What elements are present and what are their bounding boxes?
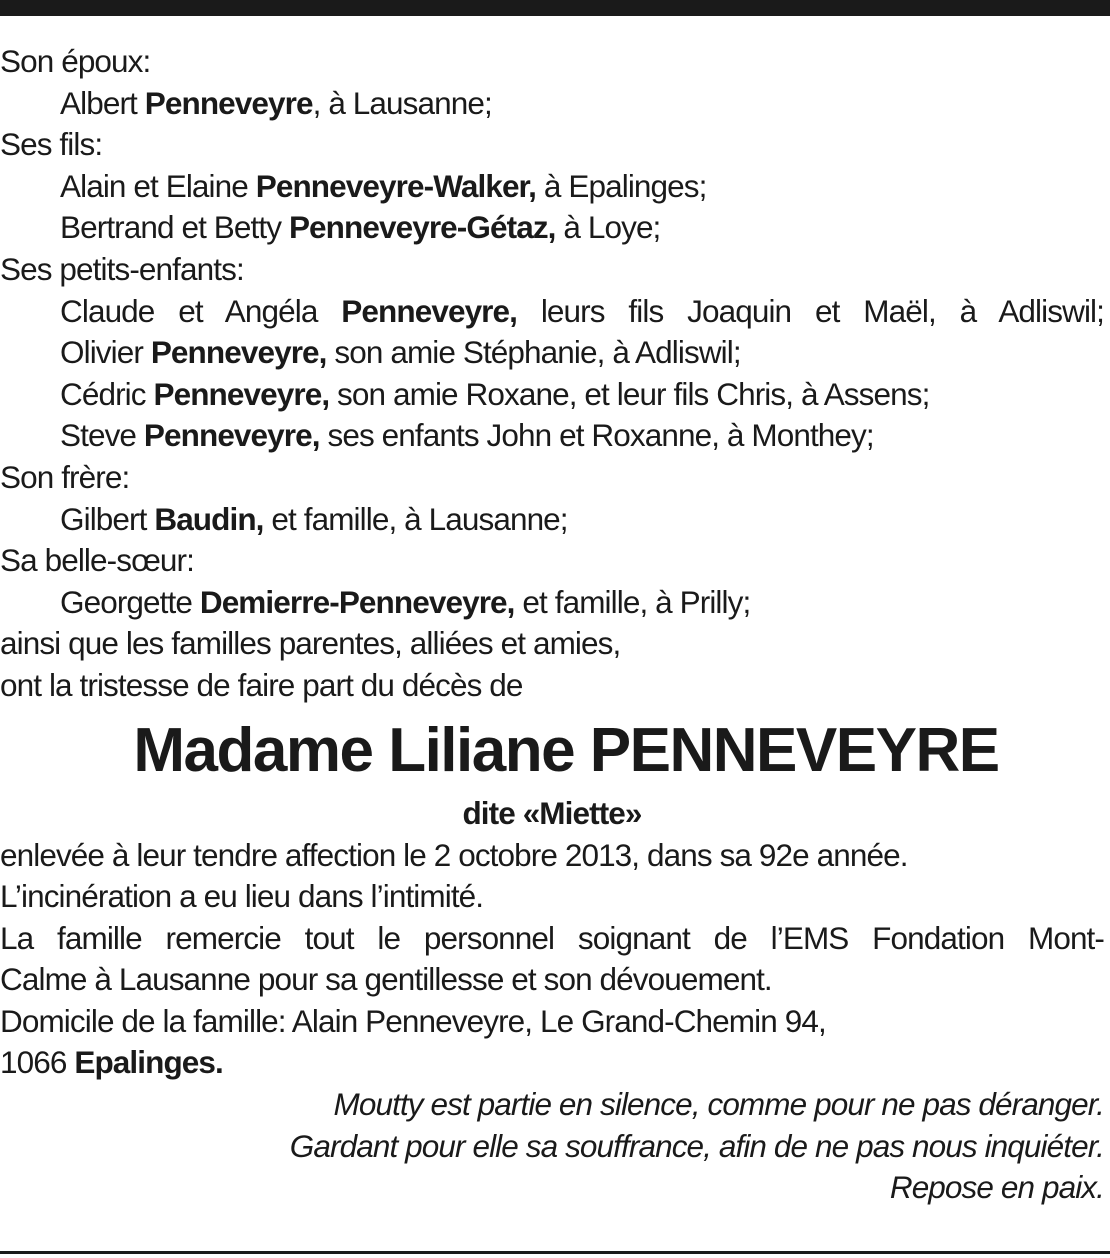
relation-heading: Son époux: [0,43,151,79]
body-line-1: enlevée à leur tendre affection le 2 octobre 2013, dans sa 92e année. [0,836,908,873]
top-rule [0,0,1110,16]
member-text: leurs fils Joaquin et Maël, à Adliswil; [517,292,1104,329]
body-line-3: La famille remercie tout le personnel soignant de l’EMS Fondation Mont- [0,919,1104,956]
member-text: Albert [60,84,145,121]
poem-line-3: Repose en paix. [889,1169,1104,1206]
member-text: ses enfants John et Roxanne, à Monthey; [319,417,874,454]
member-text: Bertrand et Betty [60,209,289,246]
obituary-notice [0,41,1104,1209]
body-line-5: Domicile de la famille: Alain Penneveyre, Le Grand-Chemin 94, [0,1002,826,1039]
member-text: Alain et Elaine [60,167,256,204]
member-text: Georgette [60,583,200,620]
family-member-line [0,83,1104,125]
body-line-2: L’incinération a eu lieu dans l’intimité. [0,878,484,915]
member-text: son amie Stéphanie, à Adliswil; [326,334,741,371]
family-member-line [0,499,1104,541]
town: Epalinges. [74,1044,223,1081]
family-member-line [0,374,1104,416]
surname: Penneveyre-Gétaz, [288,209,556,246]
surname: Demierre-Penneveyre, [199,583,515,620]
family-member-line [0,207,1104,249]
relation-heading: Ses fils: [0,126,103,163]
bottom-rule [0,1251,1110,1254]
address-line [0,1042,1104,1084]
member-text: Claude et Angéla [60,292,342,329]
family-member-line [0,166,1104,208]
surname: Penneveyre, [341,292,518,329]
family-member-line [0,291,1104,333]
intro-line-2: ont la tristesse de faire part du décès de [0,666,523,703]
member-text: Gilbert [60,500,155,537]
family-member-line [0,332,1104,374]
relation-heading: Son frère: [0,458,130,495]
body-line-4: Calme à Lausanne pour sa gentillesse et son dévouement. [0,961,772,998]
surname: Penneveyre, [143,417,320,454]
deceased-name: Madame Liliane PENNEVEYRE [133,715,999,785]
poem-line-1: Moutty est partie en silence, comme pour ne pas déranger. [333,1086,1104,1123]
family-member-line [0,582,1104,624]
member-text: Steve [60,417,144,454]
relation-heading: Ses petits-enfants: [0,250,244,287]
intro-line-1: ainsi que les familles parentes, alliées et amies, [0,625,621,662]
member-text: et famille, à Lausanne; [263,500,568,537]
surname: Penneveyre [144,84,313,121]
postcode: 1066 [0,1044,75,1081]
surname: Penneveyre, [153,375,330,412]
member-text: à Loye; [555,209,661,246]
surname: Penneveyre-Walker, [255,167,537,204]
surname: Penneveyre, [150,334,327,371]
deceased-nickname: dite «Miette» [462,794,642,831]
family-list [0,41,1104,623]
member-text: Cédric [60,375,154,412]
member-text: à Epalinges; [536,167,707,204]
member-text: , à Lausanne; [312,84,492,121]
relation-heading: Sa belle-sœur: [0,542,194,579]
surname: Baudin, [154,500,264,537]
member-text: Olivier [60,334,151,371]
member-text: son amie Roxane, et leur fils Chris, à Assens; [329,375,930,412]
poem-line-2: Gardant pour elle sa souffrance, afin de ne pas nous inquiéter. [289,1127,1104,1164]
family-member-line [0,415,1104,457]
member-text: et famille, à Prilly; [514,583,751,620]
